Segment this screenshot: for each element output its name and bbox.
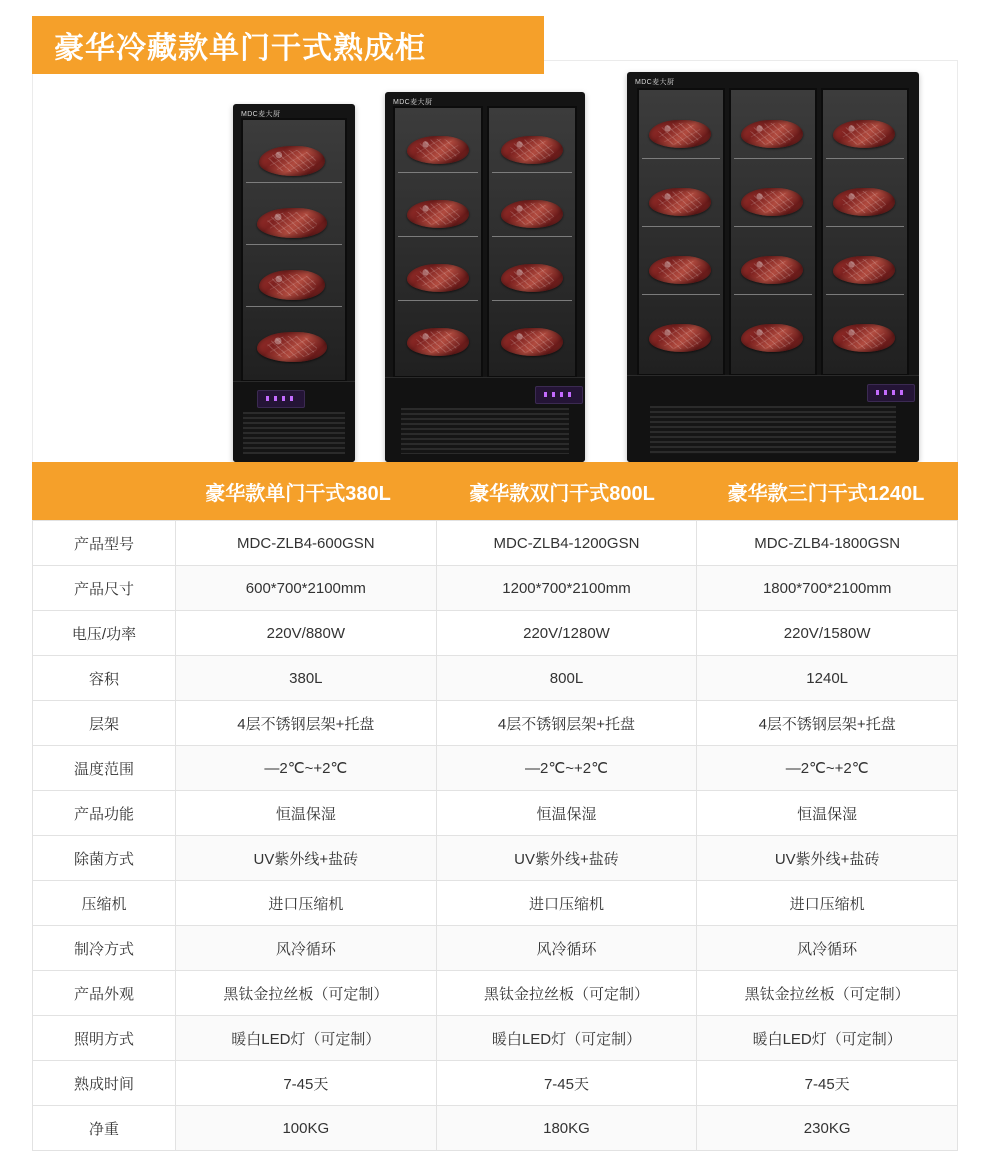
meat-item <box>741 256 803 284</box>
meat-item <box>833 324 895 352</box>
table-row <box>33 836 958 881</box>
meat-item <box>407 136 469 164</box>
cell-value: 7-45天 <box>436 1061 697 1106</box>
meat-item <box>257 332 327 362</box>
cell-value: 1200*700*2100mm <box>436 566 697 611</box>
cell-value: 风冷循环 <box>697 926 958 971</box>
cell-value: 100KG <box>176 1106 437 1151</box>
cell-value: 7-45天 <box>176 1061 437 1106</box>
cell-value: 4层不锈钢层架+托盘 <box>697 701 958 746</box>
meat-item <box>259 146 325 176</box>
cell-value: MDC-ZLB4-600GSN <box>176 521 437 566</box>
cell-value: 600*700*2100mm <box>176 566 437 611</box>
row-label: 制冷方式 <box>33 926 176 971</box>
door-group <box>637 88 909 376</box>
meat-item <box>501 264 563 292</box>
meat-item <box>501 200 563 228</box>
cell-value: 进口压缩机 <box>176 881 437 926</box>
page-title: 豪华冷藏款单门干式熟成柜 <box>54 32 426 65</box>
cell-value: 风冷循环 <box>436 926 697 971</box>
meat-item <box>649 120 711 148</box>
table-row <box>33 791 958 836</box>
cell-value: 220V/880W <box>176 611 437 656</box>
cell-value: 恒温保湿 <box>436 791 697 836</box>
meat-item <box>501 136 563 164</box>
cell-value: 黑钛金拉丝板（可定制） <box>176 971 437 1016</box>
row-label: 温度范围 <box>33 746 176 791</box>
glass-door <box>729 88 817 376</box>
vent-grille <box>401 408 569 454</box>
cell-value: 380L <box>176 656 437 701</box>
cell-value: 220V/1580W <box>697 611 958 656</box>
cell-value: —2℃~+2℃ <box>697 746 958 791</box>
row-label: 熟成时间 <box>33 1061 176 1106</box>
spec-table <box>32 520 958 1151</box>
cell-value: 进口压缩机 <box>436 881 697 926</box>
glass-door <box>487 106 577 378</box>
door-group <box>393 106 577 378</box>
glass-door <box>393 106 483 378</box>
table-row <box>33 701 958 746</box>
header-spacer <box>32 462 166 520</box>
cabinet-base <box>385 377 585 462</box>
row-label: 照明方式 <box>33 1016 176 1061</box>
cell-value: 220V/1280W <box>436 611 697 656</box>
meat-item <box>649 324 711 352</box>
triple-door-cabinet-image <box>627 72 919 462</box>
door-group <box>241 118 347 382</box>
cell-value: UV紫外线+盐砖 <box>697 836 958 881</box>
cell-value: MDC-ZLB4-1800GSN <box>697 521 958 566</box>
table-row <box>33 1016 958 1061</box>
single-door-cabinet-image <box>233 104 355 462</box>
control-panel <box>257 390 305 408</box>
brand-label: MDC麦大厨 <box>241 111 281 118</box>
cell-value: 4层不锈钢层架+托盘 <box>176 701 437 746</box>
cabinet-base <box>627 375 919 462</box>
table-row <box>33 566 958 611</box>
cell-value: 180KG <box>436 1106 697 1151</box>
cell-value: 暖白LED灯（可定制） <box>176 1016 437 1061</box>
product-photo-area <box>32 60 958 462</box>
cell-value: 7-45天 <box>697 1061 958 1106</box>
meat-item <box>833 256 895 284</box>
control-panel <box>535 386 583 404</box>
table-row <box>33 746 958 791</box>
meat-item <box>407 264 469 292</box>
spec-table-column-headers <box>32 462 958 520</box>
vent-grille <box>650 406 895 454</box>
table-row <box>33 881 958 926</box>
cell-value: 暖白LED灯（可定制） <box>436 1016 697 1061</box>
cell-value: —2℃~+2℃ <box>436 746 697 791</box>
brand-label: MDC麦大厨 <box>635 79 675 86</box>
page-title-banner <box>32 16 544 74</box>
row-label: 电压/功率 <box>33 611 176 656</box>
cell-value: 黑钛金拉丝板（可定制） <box>697 971 958 1016</box>
cell-value: 恒温保湿 <box>697 791 958 836</box>
row-label: 净重 <box>33 1106 176 1151</box>
cell-value: 4层不锈钢层架+托盘 <box>436 701 697 746</box>
meat-item <box>649 188 711 216</box>
glass-door <box>241 118 347 382</box>
table-row <box>33 971 958 1016</box>
row-label: 压缩机 <box>33 881 176 926</box>
table-row <box>33 611 958 656</box>
meat-item <box>259 270 325 300</box>
row-label: 容积 <box>33 656 176 701</box>
row-label: 除菌方式 <box>33 836 176 881</box>
meat-item <box>649 256 711 284</box>
glass-door <box>821 88 909 376</box>
meat-item <box>833 120 895 148</box>
meat-item <box>407 328 469 356</box>
meat-item <box>833 188 895 216</box>
table-row <box>33 1061 958 1106</box>
glass-door <box>637 88 725 376</box>
cell-value: 1240L <box>697 656 958 701</box>
cell-value: 230KG <box>697 1106 958 1151</box>
table-row <box>33 1106 958 1151</box>
table-row <box>33 521 958 566</box>
row-label: 产品尺寸 <box>33 566 176 611</box>
cell-value: 800L <box>436 656 697 701</box>
row-label: 产品型号 <box>33 521 176 566</box>
column-header-model-3: 豪华款三门干式1240L <box>727 482 925 505</box>
meat-item <box>741 120 803 148</box>
meat-item <box>741 324 803 352</box>
control-panel <box>867 384 915 402</box>
meat-item <box>741 188 803 216</box>
cell-value: MDC-ZLB4-1200GSN <box>436 521 697 566</box>
double-door-cabinet-image <box>385 92 585 462</box>
cell-value: —2℃~+2℃ <box>176 746 437 791</box>
meat-item <box>257 208 327 238</box>
row-label: 产品外观 <box>33 971 176 1016</box>
row-label: 产品功能 <box>33 791 176 836</box>
column-header-model-2: 豪华款双门干式800L <box>469 482 655 505</box>
table-row <box>33 926 958 971</box>
cell-value: UV紫外线+盐砖 <box>436 836 697 881</box>
column-header-model-1: 豪华款单门干式380L <box>205 482 391 505</box>
cabinet-base <box>233 381 355 462</box>
cell-value: 黑钛金拉丝板（可定制） <box>436 971 697 1016</box>
cell-value: 1800*700*2100mm <box>697 566 958 611</box>
cell-value: 进口压缩机 <box>697 881 958 926</box>
meat-item <box>501 328 563 356</box>
cell-value: 恒温保湿 <box>176 791 437 836</box>
vent-grille <box>243 412 346 454</box>
cell-value: 风冷循环 <box>176 926 437 971</box>
cell-value: 暖白LED灯（可定制） <box>697 1016 958 1061</box>
row-label: 层架 <box>33 701 176 746</box>
meat-item <box>407 200 469 228</box>
cell-value: UV紫外线+盐砖 <box>176 836 437 881</box>
brand-label: MDC麦大厨 <box>393 99 433 106</box>
table-row <box>33 656 958 701</box>
